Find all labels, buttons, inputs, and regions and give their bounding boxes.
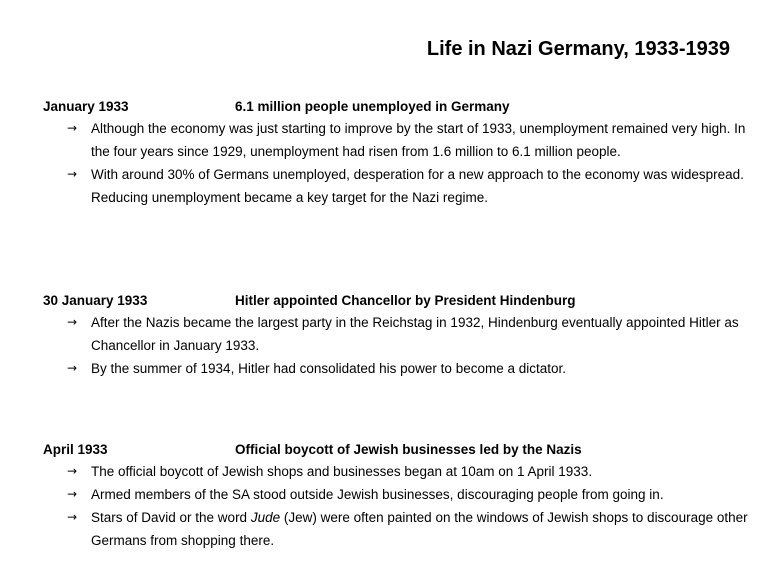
bullet-text: Armed members of the SA stood outside Jewish businesses, discouraging people from going in. xyxy=(91,487,664,502)
bullet-text: After the Nazis became the largest party in the Reichstag in 1932, Hindenburg eventually appointed Hitler as Chancellor in January 1933. xyxy=(91,315,739,353)
section-header xyxy=(43,440,754,460)
right-arrow-icon: → xyxy=(67,464,78,478)
bullet-text: Although the economy was just starting to improve by the start of 1933, unemployment remained very high. In the four years since 1929, unemployment had risen from 1.6 million to 6.1 million people. xyxy=(91,121,746,159)
section-30-january-1933 xyxy=(43,291,754,380)
section-header xyxy=(43,97,754,117)
bullet-item xyxy=(43,506,754,552)
bullet-item xyxy=(43,117,754,163)
section-header xyxy=(43,291,754,311)
section-heading: 6.1 million people unemployed in Germany xyxy=(235,99,510,114)
bullet-item xyxy=(43,357,754,380)
section-date: January 1933 xyxy=(43,99,129,114)
right-arrow-icon: → xyxy=(67,167,78,181)
section-heading: Hitler appointed Chancellor by President Hindenburg xyxy=(235,293,576,308)
bullet-item xyxy=(43,163,754,209)
right-arrow-icon: → xyxy=(67,361,78,375)
section-date: 30 January 1933 xyxy=(43,293,148,308)
section-date: April 1933 xyxy=(43,442,108,457)
right-arrow-icon: → xyxy=(67,487,78,501)
bullet-text: With around 30% of Germans unemployed, desperation for a new approach to the economy was widespread. Reducing unemployment became a key target for the Nazi regime. xyxy=(91,167,744,205)
section-january-1933 xyxy=(43,97,754,209)
bullet-text-before: Stars of David or the word xyxy=(91,510,251,525)
section-april-1933 xyxy=(43,440,754,552)
bullet-item xyxy=(43,460,754,483)
right-arrow-icon: → xyxy=(67,510,78,524)
bullet-item xyxy=(43,311,754,357)
bullet-list xyxy=(43,117,754,209)
bullet-list xyxy=(43,460,754,552)
bullet-text: The official boycott of Jewish shops and businesses began at 10am on 1 April 1933. xyxy=(91,464,593,479)
right-arrow-icon: → xyxy=(67,121,78,135)
section-heading: Official boycott of Jewish businesses led by the Nazis xyxy=(235,442,582,457)
bullet-text xyxy=(91,510,748,548)
bullet-text-after: (Jew) were often painted on the windows of Jewish shops to discourage other Germans from shopping there. xyxy=(91,510,748,548)
bullet-list xyxy=(43,311,754,380)
italic-word-jude: Jude xyxy=(250,510,281,525)
bullet-text: By the summer of 1934, Hitler had consolidated his power to become a dictator. xyxy=(91,361,567,376)
bullet-item xyxy=(43,483,754,506)
right-arrow-icon: → xyxy=(67,315,78,329)
document-title: Life in Nazi Germany, 1933-1939 xyxy=(426,38,730,60)
